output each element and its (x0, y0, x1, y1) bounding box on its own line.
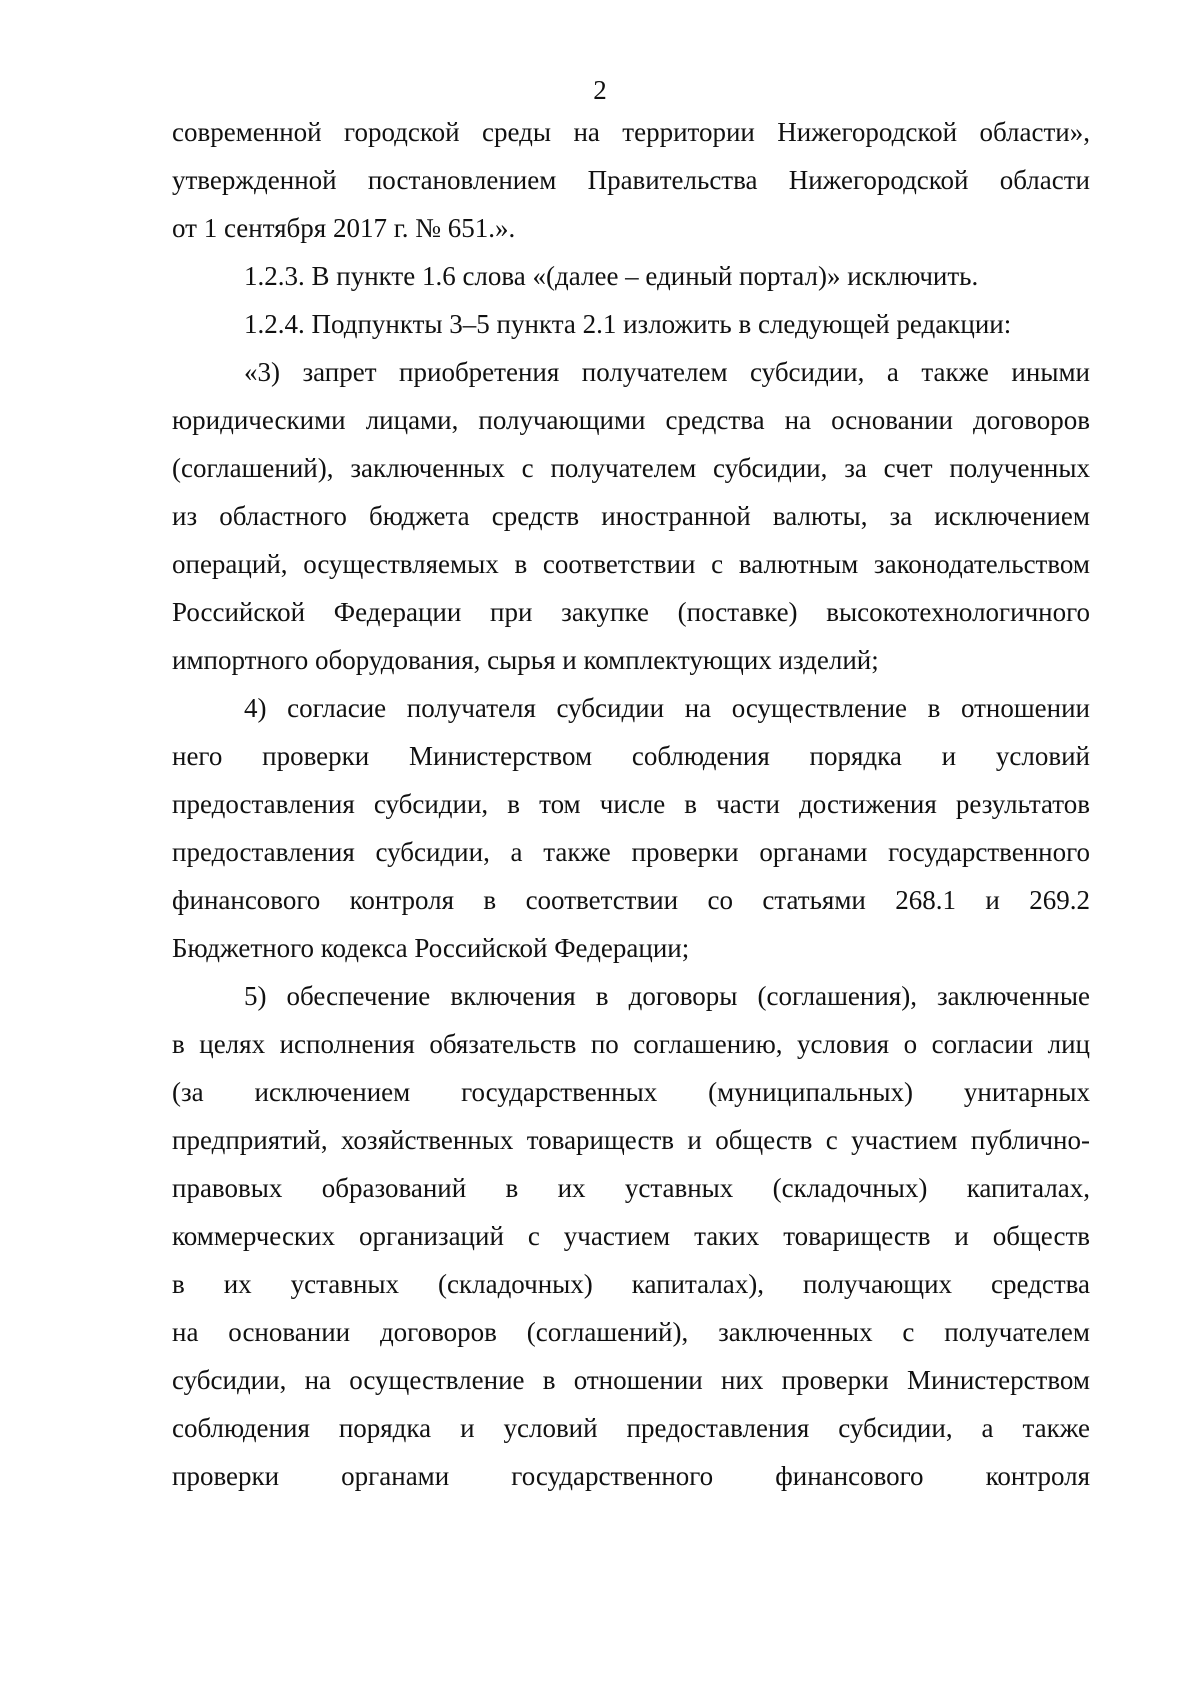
text-line: из областного бюджета средств иностранной валюты, за исключением (172, 501, 1090, 531)
text-line: проверки органами государственного финансового контроля (172, 1461, 1090, 1491)
text-line: 4) согласие получателя субсидии на осуществление в отношении (244, 693, 1090, 723)
text-line: современной городской среды на территории Нижегородской области», (172, 117, 1090, 147)
paragraph (172, 348, 1090, 684)
paragraph (172, 300, 1090, 348)
text-line: утвержденной постановлением Правительства Нижегородской области (172, 165, 1090, 195)
text-line: в целях исполнения обязательств по соглашению, условия о согласии лиц (172, 1029, 1090, 1059)
text-line: импортного оборудования, сырья и комплектующих изделий; (172, 645, 879, 675)
text-line: предприятий, хозяйственных товариществ и обществ с участием публично- (172, 1125, 1090, 1155)
text-line: 1.2.3. В пункте 1.6 слова «(далее – единый портал)» исключить. (244, 261, 979, 291)
text-line: 1.2.4. Подпункты 3–5 пункта 2.1 изложить в следующей редакции: (244, 309, 1012, 339)
text-line: в их уставных (складочных) капиталах), получающих средства (172, 1269, 1090, 1299)
text-line: (за исключением государственных (муниципальных) унитарных (172, 1077, 1090, 1107)
paragraph (172, 108, 1090, 252)
text-line: финансового контроля в соответствии со статьями 268.1 и 269.2 (172, 885, 1090, 915)
text-line: на основании договоров (соглашений), заключенных с получателем (172, 1317, 1090, 1347)
text-line: от 1 сентября 2017 г. № 651.». (172, 213, 516, 243)
page-number: 2 (593, 75, 607, 105)
text-line: правовых образований в их уставных (складочных) капиталах, (172, 1173, 1090, 1203)
text-line: Бюджетного кодекса Российской Федерации; (172, 933, 690, 963)
text-line: него проверки Министерством соблюдения порядка и условий (172, 741, 1090, 771)
text-line: юридическими лицами, получающими средства на основании договоров (172, 405, 1090, 435)
paragraph (172, 252, 1090, 300)
text-line: операций, осуществляемых в соответствии с валютным законодательством (172, 549, 1090, 579)
paragraph (172, 684, 1090, 972)
text-line: субсидии, на осуществление в отношении них проверки Министерством (172, 1365, 1090, 1395)
text-line: предоставления субсидии, а также проверки органами государственного (172, 837, 1090, 867)
paragraph (172, 972, 1090, 1500)
text-line: «3) запрет приобретения получателем субсидии, а также иными (244, 357, 1090, 387)
text-line: Российской Федерации при закупке (поставке) высокотехнологичного (172, 597, 1090, 627)
text-line: 5) обеспечение включения в договоры (соглашения), заключенные (244, 981, 1090, 1011)
text-line: (соглашений), заключенных с получателем субсидии, за счет полученных (172, 453, 1090, 483)
text-line: соблюдения порядка и условий предоставления субсидии, а также (172, 1413, 1090, 1443)
document-body (172, 108, 1090, 1500)
text-line: коммерческих организаций с участием таких товариществ и обществ (172, 1221, 1090, 1251)
text-line: предоставления субсидии, в том числе в части достижения результатов (172, 789, 1090, 819)
